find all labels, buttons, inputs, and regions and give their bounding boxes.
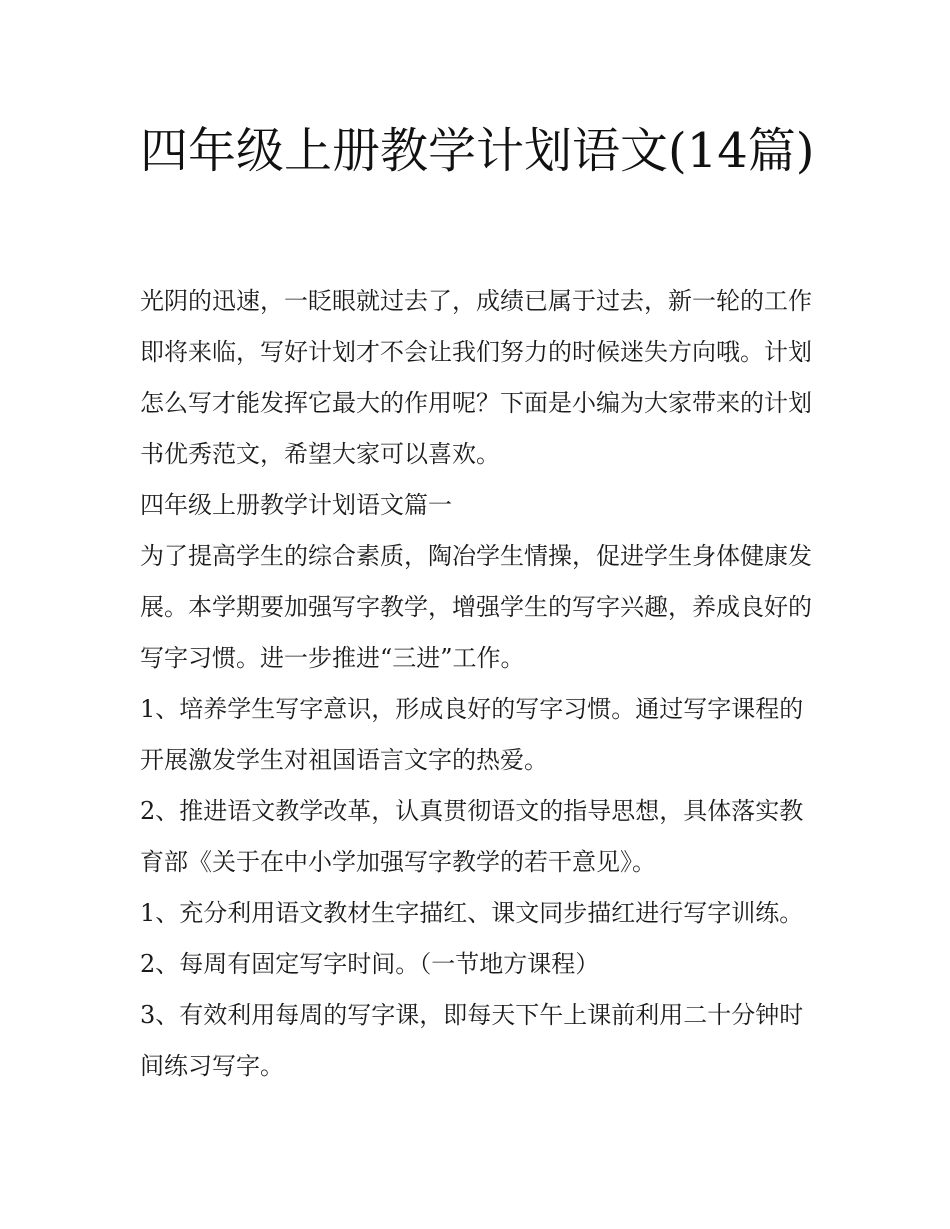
intro-paragraph: 光阴的迅速，一眨眼就过去了，成绩已属于过去，新一轮的工作即将来临，写好计划才不会让我们努力的时候迷失方向哦。计划怎么写才能发挥它最大的作用呢？下面是小编为大家带来的计划书优秀范文，希望大家可以喜欢。 xyxy=(140,287,812,468)
list-item: 3、有效利用每周的写字课，即每天下午上课前利用二十分钟时间练习写字。 xyxy=(140,1001,804,1080)
body-paragraph: 为了提高学生的综合素质，陶冶学生情操，促进学生身体健康发展。本学期要加强写字教学，增强学生的写字兴趣，养成良好的写字习惯。进一步推进“三进”工作。 xyxy=(140,542,812,672)
document-title: 四年级上册教学计划语文(14篇) xyxy=(140,123,815,179)
list-item: 1、充分利用语文教材生字描红、课文同步描红进行写字训练。 2、每周有固定写字时间。（一节地方课程） xyxy=(140,899,804,978)
document-body xyxy=(140,276,820,1092)
list-item: 1、培养学生写字意识，形成良好的写字习惯。通过写字课程的开展激发学生对祖国语言文字的热爱。 xyxy=(140,695,804,774)
section-heading: 四年级上册教学计划语文篇一 xyxy=(140,491,452,519)
list-item: 2、推进语文教学改革，认真贯彻语文的指导思想，具体落实教育部《关于在中小学加强写字教学的若干意见》。 xyxy=(140,797,804,876)
